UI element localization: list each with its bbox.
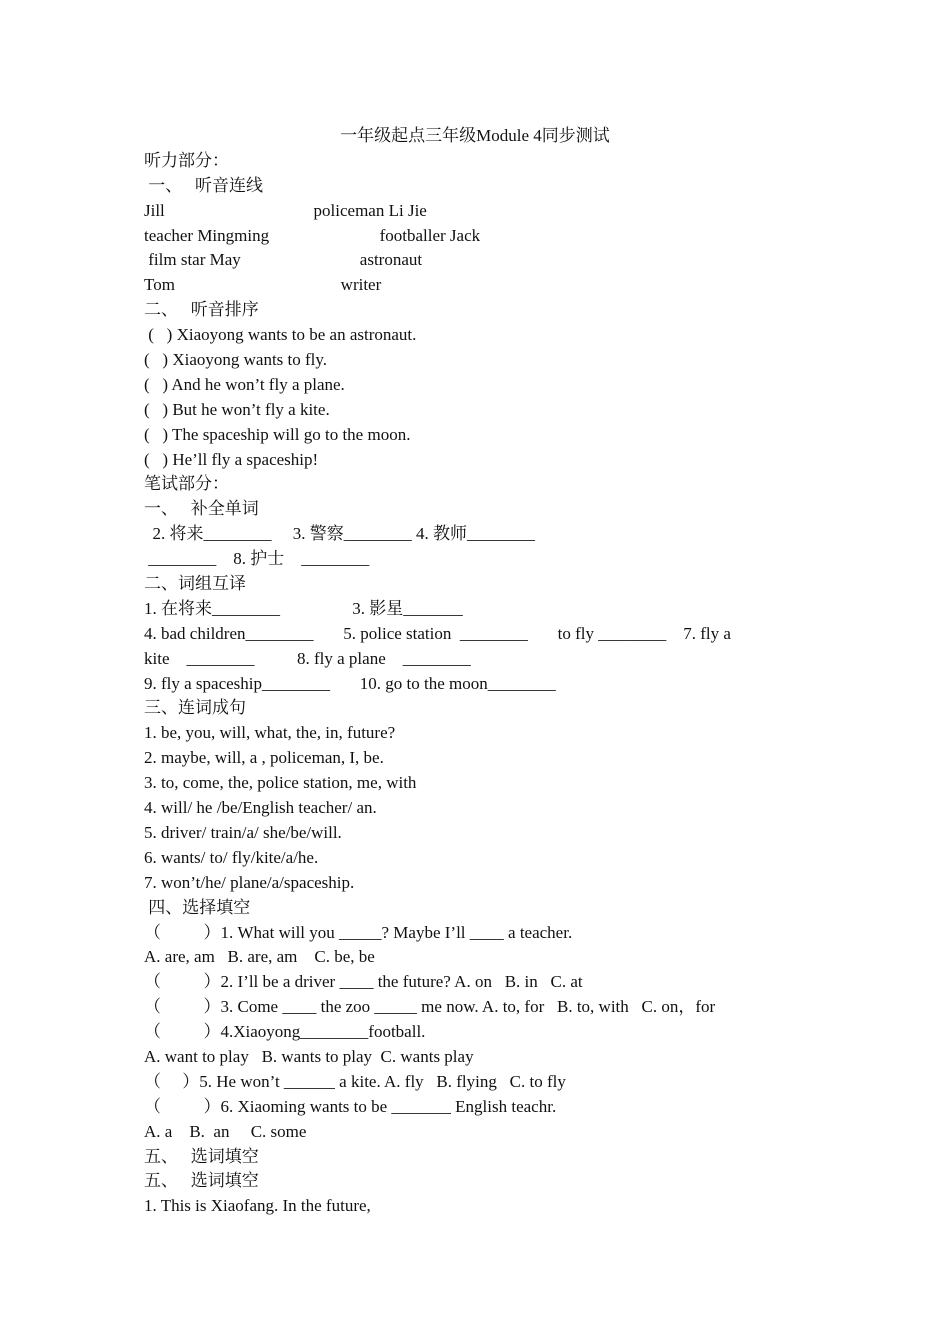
text-line: kite ________ 8. fly a plane ________ (144, 648, 471, 668)
text-line: 听力部分： (144, 150, 229, 170)
text-line: ( ) The spaceship will go to the moon. (144, 424, 411, 444)
text-line: ( ) But he won’t fly a kite. (144, 399, 330, 419)
text-line: ( ) Xiaoyong wants to fly. (144, 350, 328, 370)
text-line: 6. wants/ to/ fly/kite/a/he. (144, 847, 319, 867)
text-line: 1. This is Xiaofang. In the future, (144, 1196, 371, 1216)
text-line: 7. won’t/he/ plane/a/spaceship. (144, 872, 355, 892)
text-line: 4. bad children________ 5. police station ________ to fly ________ 7. fly a (144, 623, 731, 643)
text-line: 二、 听音排序 (144, 300, 259, 320)
text-line: （ ）3. Come ____ the zoo _____ me now. A. to, for B. to, with C. on，for (144, 997, 716, 1017)
text-line: ________ 8. 护士 ________ (144, 549, 370, 569)
text-line: 三、连词成句 (144, 698, 246, 718)
text-line: ( ) And he won’t fly a plane. (144, 374, 345, 394)
text-line: 9. fly a spaceship________ 10. go to the moon________ (144, 673, 556, 693)
text-line: 笔试部分： (144, 474, 229, 494)
document-body (144, 149, 824, 1219)
text-line: film star May astronaut (144, 250, 423, 270)
text-line: A. want to play B. wants to play C. wants play (144, 1046, 474, 1066)
text-line: Tom writer (144, 275, 382, 295)
text-line: 2. 将来________ 3. 警察________ 4. 教师________ (144, 524, 535, 544)
text-line: 3. to, come, the, police station, me, with (144, 773, 417, 793)
text-line: 5. driver/ train/a/ she/be/will. (144, 822, 342, 842)
text-line: teacher Mingming footballer Jack (144, 225, 481, 245)
text-line: （ ）1. What will you _____? Maybe I’ll ____ a teacher. (144, 922, 573, 942)
text-line: 2. maybe, will, a , policeman, I, be. (144, 748, 384, 768)
text-line: 1. 在将来________ 3. 影星_______ (144, 598, 463, 618)
document-page (144, 124, 824, 1219)
text-line: ( ) He’ll fly a spaceship! (144, 449, 319, 469)
text-line: （ ）2. I’ll be a driver ____ the future? A. on B. in C. at (144, 972, 583, 992)
text-line: 四、选择填空 (144, 897, 251, 917)
text-line: 一、 补全单词 (144, 499, 259, 519)
text-line: ( ) Xiaoyong wants to be an astronaut. (144, 325, 417, 345)
text-line: 一、 听音连线 (144, 175, 263, 195)
text-line: （ ）4.Xiaoyong________football. (144, 1022, 426, 1042)
text-line: A. a B. an C. some (144, 1121, 307, 1141)
text-line: 1. be, you, will, what, the, in, future? (144, 723, 396, 743)
text-line: 二、词组互译 (144, 574, 246, 594)
document-title: 一年级起点三年级Module 4同步测试 (340, 126, 610, 145)
text-line: A. are, am B. are, am C. be, be (144, 947, 375, 967)
text-line: 4. will/ he /be/English teacher/ an. (144, 798, 377, 818)
text-line: （ ）6. Xiaoming wants to be _______ English teachr. (144, 1096, 557, 1116)
text-line: （ ）5. He won’t ______ a kite. A. fly B. flying C. to fly (144, 1071, 566, 1091)
text-line: 五、 选词填空 (144, 1146, 259, 1166)
text-line: Jill policeman Li Jie (144, 200, 427, 220)
text-line: 五、 选词填空 (144, 1171, 259, 1191)
